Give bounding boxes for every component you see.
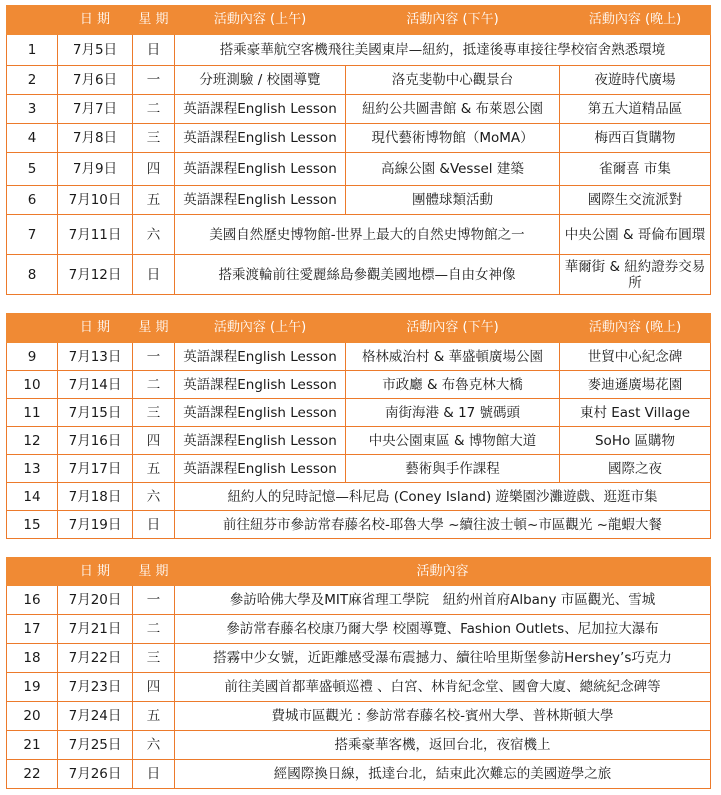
row-weekday: 二 bbox=[133, 95, 175, 124]
activity-afternoon: 高線公園 &Vessel 建築 bbox=[346, 153, 560, 186]
table-row bbox=[7, 371, 711, 399]
schedule-table-week1 bbox=[6, 5, 711, 295]
row-weekday: 三 bbox=[133, 644, 175, 673]
row-number: 16 bbox=[7, 586, 58, 615]
row-number: 3 bbox=[7, 95, 58, 124]
row-date: 7月7日 bbox=[58, 95, 133, 124]
row-number: 22 bbox=[7, 760, 58, 789]
activity-full-day: 搭乘豪華客機，返回台北，夜宿機上 bbox=[175, 731, 711, 760]
row-date: 7月6日 bbox=[58, 66, 133, 95]
table-row bbox=[7, 760, 711, 789]
activity-morning: 英語課程English Lesson bbox=[175, 455, 346, 483]
row-weekday: 三 bbox=[133, 124, 175, 153]
activity-full-day: 搭乘豪華航空客機飛往美國東岸—紐約，抵達後專車接往學校宿舍熟悉環境 bbox=[175, 35, 711, 66]
row-number: 12 bbox=[7, 427, 58, 455]
activity-evening: 世貿中心紀念碑 bbox=[560, 343, 711, 371]
table-row bbox=[7, 66, 711, 95]
row-weekday: 二 bbox=[133, 615, 175, 644]
row-weekday: 五 bbox=[133, 455, 175, 483]
activity-morning: 英語課程English Lesson bbox=[175, 343, 346, 371]
activity-evening: 雀爾喜 市集 bbox=[560, 153, 711, 186]
header-row bbox=[7, 558, 711, 586]
header-row bbox=[7, 314, 711, 343]
activity-full-day: 參訪哈佛大學及MIT麻省理工學院 紐約州首府Albany 市區觀光、雪城 bbox=[175, 586, 711, 615]
row-date: 7月16日 bbox=[58, 427, 133, 455]
schedule-table-week2 bbox=[6, 313, 711, 539]
table-row bbox=[7, 483, 711, 511]
row-number: 7 bbox=[7, 215, 58, 255]
table-row bbox=[7, 455, 711, 483]
activity-morning: 英語課程English Lesson bbox=[175, 186, 346, 215]
row-date: 7月8日 bbox=[58, 124, 133, 153]
table-row bbox=[7, 186, 711, 215]
row-date: 7月20日 bbox=[58, 586, 133, 615]
table-row bbox=[7, 343, 711, 371]
row-date: 7月25日 bbox=[58, 731, 133, 760]
activity-full-day: 搭霧中少女號，近距離感受瀑布震撼力、續往哈里斯堡參訪Hershey’s巧克力 bbox=[175, 644, 711, 673]
activity-morning: 英語課程English Lesson bbox=[175, 95, 346, 124]
row-weekday: 六 bbox=[133, 483, 175, 511]
table-row bbox=[7, 427, 711, 455]
row-weekday: 六 bbox=[133, 215, 175, 255]
activity-morning: 英語課程English Lesson bbox=[175, 427, 346, 455]
row-number: 6 bbox=[7, 186, 58, 215]
activity-afternoon: 格林威治村 & 華盛頓廣場公園 bbox=[346, 343, 560, 371]
activity-evening: 華爾街 & 紐約證券交易所 bbox=[560, 255, 711, 295]
row-weekday: 日 bbox=[133, 255, 175, 295]
header-evening: 活動內容 (晚上) bbox=[560, 6, 711, 35]
row-number: 18 bbox=[7, 644, 58, 673]
activity-evening: 國際生交流派對 bbox=[560, 186, 711, 215]
row-weekday: 四 bbox=[133, 673, 175, 702]
activity-evening: SoHo 區購物 bbox=[560, 427, 711, 455]
activity-evening: 國際之夜 bbox=[560, 455, 711, 483]
row-date: 7月10日 bbox=[58, 186, 133, 215]
row-date: 7月5日 bbox=[58, 35, 133, 66]
row-number: 14 bbox=[7, 483, 58, 511]
row-number: 5 bbox=[7, 153, 58, 186]
activity-afternoon: 團體球類活動 bbox=[346, 186, 560, 215]
row-number: 8 bbox=[7, 255, 58, 295]
table-row bbox=[7, 255, 711, 295]
row-number: 11 bbox=[7, 399, 58, 427]
table-row bbox=[7, 124, 711, 153]
activity-evening: 東村 East Village bbox=[560, 399, 711, 427]
activity-day: 美國自然歷史博物館-世界上最大的自然史博物館之一 bbox=[175, 215, 560, 255]
row-number: 9 bbox=[7, 343, 58, 371]
row-number: 1 bbox=[7, 35, 58, 66]
row-date: 7月26日 bbox=[58, 760, 133, 789]
header-row bbox=[7, 6, 711, 35]
row-weekday: 四 bbox=[133, 153, 175, 186]
row-weekday: 六 bbox=[133, 731, 175, 760]
header-date: 日 期 bbox=[58, 558, 133, 586]
activity-full-day: 前往紐芬市參訪常春藤名校-耶魯大學 ~續往波士頓~市區觀光 ~龍蝦大餐 bbox=[175, 511, 711, 539]
row-date: 7月23日 bbox=[58, 673, 133, 702]
activity-afternoon: 藝術與手作課程 bbox=[346, 455, 560, 483]
activity-morning: 英語課程English Lesson bbox=[175, 371, 346, 399]
table-row bbox=[7, 731, 711, 760]
row-date: 7月24日 bbox=[58, 702, 133, 731]
header-weekday: 星 期 bbox=[133, 6, 175, 35]
activity-afternoon: 洛克斐勒中心觀景台 bbox=[346, 66, 560, 95]
header-morning: 活動內容 (上午) bbox=[175, 6, 346, 35]
header-no bbox=[7, 6, 58, 35]
header-weekday: 星 期 bbox=[133, 314, 175, 343]
row-weekday: 一 bbox=[133, 343, 175, 371]
row-date: 7月14日 bbox=[58, 371, 133, 399]
activity-morning: 英語課程English Lesson bbox=[175, 399, 346, 427]
activity-afternoon: 中央公園東區 & 博物館大道 bbox=[346, 427, 560, 455]
activity-evening: 麥迪遜廣場花園 bbox=[560, 371, 711, 399]
row-weekday: 日 bbox=[133, 511, 175, 539]
activity-full-day: 紐約人的兒時記憶—科尼島 (Coney Island) 遊樂園沙灘遊戲、逛逛市集 bbox=[175, 483, 711, 511]
row-weekday: 一 bbox=[133, 586, 175, 615]
row-date: 7月15日 bbox=[58, 399, 133, 427]
activity-afternoon: 南街海港 & 17 號碼頭 bbox=[346, 399, 560, 427]
activity-full-day: 參訪常春藤名校康乃爾大學 校園導覽、Fashion Outlets、尼加拉大瀑布 bbox=[175, 615, 711, 644]
table-row bbox=[7, 586, 711, 615]
header-morning: 活動內容 (上午) bbox=[175, 314, 346, 343]
table-row bbox=[7, 615, 711, 644]
activity-evening: 夜遊時代廣場 bbox=[560, 66, 711, 95]
table-row bbox=[7, 35, 711, 66]
row-weekday: 五 bbox=[133, 186, 175, 215]
row-number: 10 bbox=[7, 371, 58, 399]
row-weekday: 五 bbox=[133, 702, 175, 731]
header-afternoon: 活動內容 (下午) bbox=[346, 6, 560, 35]
row-date: 7月18日 bbox=[58, 483, 133, 511]
table-row bbox=[7, 399, 711, 427]
row-number: 17 bbox=[7, 615, 58, 644]
row-weekday: 日 bbox=[133, 760, 175, 789]
table-row bbox=[7, 95, 711, 124]
activity-evening: 梅西百貨購物 bbox=[560, 124, 711, 153]
row-weekday: 四 bbox=[133, 427, 175, 455]
header-no bbox=[7, 558, 58, 586]
table-row bbox=[7, 644, 711, 673]
header-date: 日 期 bbox=[58, 314, 133, 343]
row-date: 7月22日 bbox=[58, 644, 133, 673]
table-row bbox=[7, 153, 711, 186]
row-number: 13 bbox=[7, 455, 58, 483]
row-number: 19 bbox=[7, 673, 58, 702]
row-weekday: 一 bbox=[133, 66, 175, 95]
header-date: 日 期 bbox=[58, 6, 133, 35]
activity-full-day: 前往美國首都華盛頓巡禮 、白宮、林肯紀念堂、國會大廈、總統紀念碑等 bbox=[175, 673, 711, 702]
header-afternoon: 活動內容 (下午) bbox=[346, 314, 560, 343]
activity-full-day: 經國際換日線，抵達台北，結束此次難忘的美國遊學之旅 bbox=[175, 760, 711, 789]
activity-afternoon: 現代藝術博物館（MoMA） bbox=[346, 124, 560, 153]
row-date: 7月13日 bbox=[58, 343, 133, 371]
row-weekday: 日 bbox=[133, 35, 175, 66]
row-date: 7月21日 bbox=[58, 615, 133, 644]
row-number: 15 bbox=[7, 511, 58, 539]
row-number: 2 bbox=[7, 66, 58, 95]
row-weekday: 二 bbox=[133, 371, 175, 399]
schedule-table-week3 bbox=[6, 557, 711, 789]
table-row bbox=[7, 702, 711, 731]
activity-afternoon: 市政廳 & 布魯克林大橋 bbox=[346, 371, 560, 399]
activity-morning: 英語課程English Lesson bbox=[175, 124, 346, 153]
activity-full-day: 費城市區觀光 : 參訪常春藤名校-賓州大學、普林斯頓大學 bbox=[175, 702, 711, 731]
activity-day: 搭乘渡輪前往愛麗絲島參觀美國地標—自由女神像 bbox=[175, 255, 560, 295]
row-date: 7月11日 bbox=[58, 215, 133, 255]
header-no bbox=[7, 314, 58, 343]
header-evening: 活動內容 (晚上) bbox=[560, 314, 711, 343]
table-row bbox=[7, 673, 711, 702]
row-number: 21 bbox=[7, 731, 58, 760]
row-number: 4 bbox=[7, 124, 58, 153]
header-content: 活動內容 bbox=[175, 558, 711, 586]
row-date: 7月12日 bbox=[58, 255, 133, 295]
row-weekday: 三 bbox=[133, 399, 175, 427]
activity-morning: 分班測驗 / 校園導覽 bbox=[175, 66, 346, 95]
activity-afternoon: 紐約公共圖書館 & 布萊恩公園 bbox=[346, 95, 560, 124]
header-weekday: 星 期 bbox=[133, 558, 175, 586]
row-number: 20 bbox=[7, 702, 58, 731]
table-row bbox=[7, 511, 711, 539]
activity-morning: 英語課程English Lesson bbox=[175, 153, 346, 186]
activity-evening: 第五大道精品區 bbox=[560, 95, 711, 124]
row-date: 7月19日 bbox=[58, 511, 133, 539]
row-date: 7月17日 bbox=[58, 455, 133, 483]
activity-evening: 中央公園 & 哥倫布圓環 bbox=[560, 215, 711, 255]
table-row bbox=[7, 215, 711, 255]
row-date: 7月9日 bbox=[58, 153, 133, 186]
